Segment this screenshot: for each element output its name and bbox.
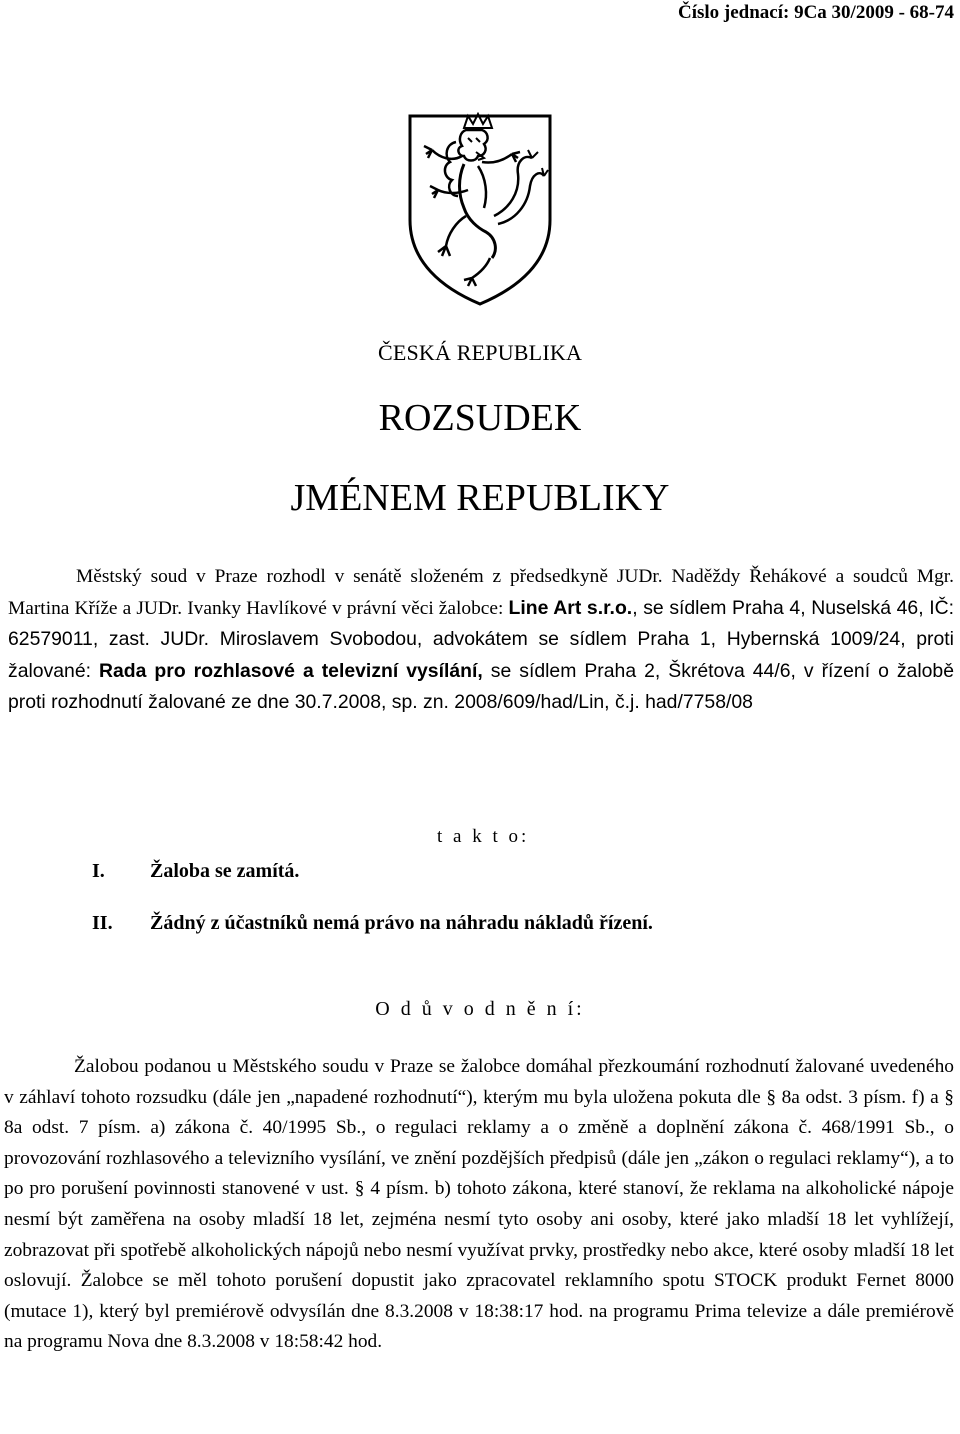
intro-text-3: se sídlem Praha 2, Škrétova 44/6, v řízení o žalobě proti rozhodnutí žalované ze dne 30.7.2008, sp. zn. 2008/609/had/Lin, č.j. had/7758/08 [8, 659, 954, 714]
in-name-of-republic-title: JMÉNEM REPUBLIKY [290, 477, 670, 519]
country-heading: ČESKÁ REPUBLIKA [377, 340, 583, 365]
defendant-name: Rada pro rozhlasové a televizní vysílání, [99, 659, 483, 682]
case-number: Číslo jednací: 9Ca 30/2009 - 68-74 [677, 2, 954, 23]
reasoning-paragraph: Žalobou podanou u Městského soudu v Praze se žalobce domáhal přezkoumání rozhodnutí žalované uvedeného v záhlaví tohoto rozsudku (dále jen „napadené rozhodnutí“), kterým mu byla uložena pokuta dle § 8a odst. 3 písm. f) a § 8a odst. 7 písm. a) zákona č. 40/1995 Sb., o regulaci reklamy a o změně a doplnění zákona č. 468/1991 Sb., o provozování rozhlasového a televizního vysílání, ve znění pozdějších předpisů (dále jen „zákon o regulaci reklamy“), a to po pro porušení povinnosti stanovené v ust. § 4 písm. b) tohoto zákona, které stanoví, že reklama na alkoholické nápoje nesmí být zaměřena na osoby mladší 18 let, zejména nesmí tyto osoby ani osoby, které jako mladší 18 let vyhlížejí, zobrazovat při spotřebě alkoholických nápojů nebo nesmí využívat prvky, prostředky nebo akce, které osoby mladší 18 let oslovují. Žalobce se měl tohoto porušení dopustit jako zpracovatel reklamního spotu STOCK produkt Fernet 8000 (mutace 1), který byl premiérově odvysílán dne 8.3.2008 v 18:38:17 hod. na programu Prima televize a dále premiérově na programu Nova dne 8.3.2008 v 18:58:42 hod. [4, 1056, 954, 1353]
case-introduction [8, 562, 954, 719]
verdict-item-number: I. [92, 860, 105, 882]
verdict-heading: t a k t o: [437, 826, 530, 847]
reasoning-heading: O d ů v o d n ě n í: [375, 998, 585, 1020]
verdict-item-text: Žaloba se zamítá. [150, 860, 300, 882]
verdict-item-number: II. [92, 912, 113, 934]
czech-lion-coat-of-arms-icon [406, 112, 554, 308]
intro-text-1: Městský soud v Praze rozhodl v senátě složeném z předsedkyně JUDr. Naděždy Řehákové a soudců Mgr. Martina Kříže a JUDr. Ivanky Havlíkové v právní věci žalobce: [8, 566, 954, 619]
judgment-title: ROZSUDEK [378, 397, 582, 439]
verdict-item-text: Žádný z účastníků nemá právo na náhradu nákladů řízení. [150, 912, 653, 934]
plaintiff-name: Line Art s.r.o. [508, 596, 633, 619]
reasoning-body [4, 1052, 954, 1358]
intro-text-2: , se sídlem Praha 4, Nuselská 46, IČ: 62579011, zast. JUDr. Miroslavem Svobodou, advokátem se sídlem Praha 1, Hybernská 1009/24, proti žalované: [8, 596, 954, 682]
